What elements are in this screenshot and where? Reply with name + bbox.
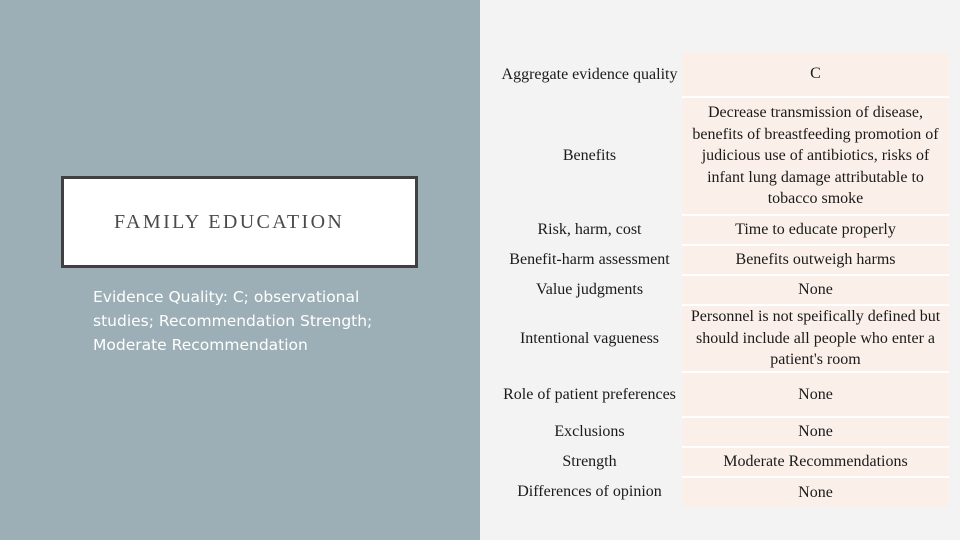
row-value: Moderate Recommendations <box>682 447 949 477</box>
row-label: Exclusions <box>554 423 625 441</box>
row-value: C <box>682 52 949 97</box>
table-row <box>497 477 949 507</box>
table-row <box>497 52 949 97</box>
row-label: Aggregate evidence quality <box>501 65 678 83</box>
table-row <box>497 215 949 245</box>
table-row <box>497 447 949 477</box>
row-value: None <box>682 275 949 305</box>
row-label: Risk, harm, cost <box>537 221 642 239</box>
evidence-description: Evidence Quality: C; observational studies; Recommendation Strength; Moderate Recommendation <box>93 288 373 354</box>
row-value: Benefits outweigh harms <box>682 245 949 275</box>
recommendation-table <box>497 52 949 507</box>
row-label: Role of patient preferences <box>503 385 676 403</box>
row-value: None <box>682 372 949 417</box>
row-value: None <box>682 477 949 507</box>
table-row <box>497 275 949 305</box>
row-label: Benefits <box>562 147 617 165</box>
title-box <box>61 176 418 268</box>
table-row <box>497 305 949 372</box>
row-value: Decrease transmission of disease, benefits of breastfeeding promotion of judicious use of antibiotics, risks of infant lung damage attributable to tobacco smoke <box>682 97 949 215</box>
row-value: Time to educate properly <box>682 215 949 245</box>
table-row <box>497 372 949 417</box>
row-label: Intentional vagueness <box>519 329 660 347</box>
row-value: None <box>682 417 949 447</box>
table-row <box>497 245 949 275</box>
row-label: Strength <box>562 453 617 471</box>
table-row <box>497 97 949 215</box>
row-label: Differences of opinion <box>517 483 662 501</box>
row-label: Value judgments <box>535 281 644 299</box>
slide-title: FAMILY EDUCATION <box>114 211 345 233</box>
row-value: Personnel is not speifically defined but should include all people who enter a patient's room <box>682 305 949 372</box>
row-label: Benefit-harm assessment <box>509 251 670 269</box>
table-row <box>497 417 949 447</box>
